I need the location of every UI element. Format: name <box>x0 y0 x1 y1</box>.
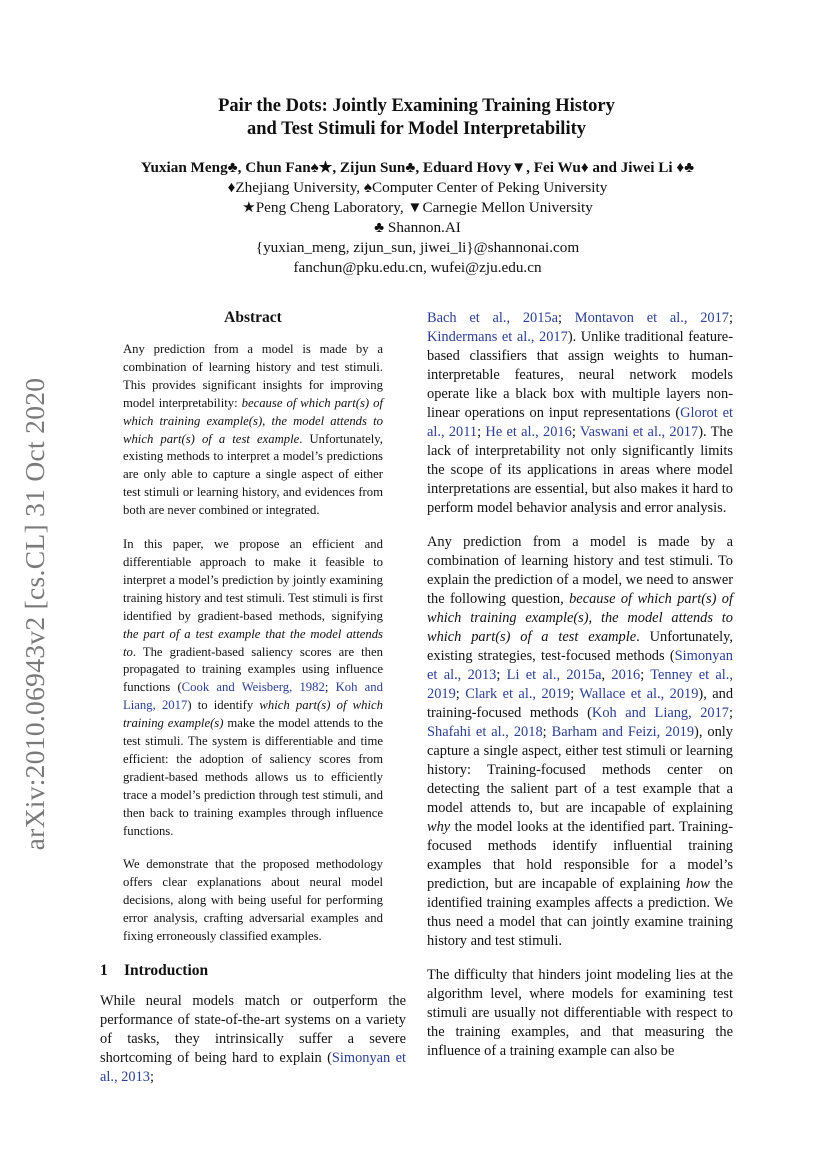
left-column <box>100 309 406 1102</box>
text-run: . The gradient-based saliency scores are then propagated to training examples using influence functions ( <box>123 644 383 695</box>
citation-link[interactable]: Vaswani et al., 2017 <box>579 424 699 440</box>
citation-link[interactable]: Li et al., 2015a <box>506 667 602 683</box>
abstract-paragraph-1 <box>123 341 383 520</box>
citation-link[interactable]: Glorot et al., 2011 <box>427 405 733 440</box>
text-run: ; <box>558 310 575 326</box>
citation-link[interactable]: Shafahi et al., 2018 <box>427 724 543 740</box>
text-run: , <box>601 667 612 683</box>
citation-link[interactable]: Tenney et al., 2019 <box>427 667 733 702</box>
citation-link[interactable]: Wallace et al., 2019 <box>579 686 699 702</box>
author-block <box>90 158 745 278</box>
right-column <box>427 309 733 1076</box>
text-run: ; <box>570 686 580 702</box>
text-run: ). Unlike traditional feature-based classifiers that assign weights to human-interpretable features, neural network models operate like a black box with multiple layers non-linear operations on input representations ( <box>427 329 733 421</box>
text-run: ; <box>729 705 733 721</box>
text-run: Any prediction from a model is made by a combination of learning history and test stimuli. This provides significant insights for improving model interpretability: <box>123 342 383 410</box>
citation-link[interactable]: Koh and Liang, 2017 <box>123 680 383 713</box>
emphasized-text: why <box>427 819 451 835</box>
citation-link[interactable]: Simonyan et al., 2013 <box>100 1050 406 1085</box>
text-run: In this paper, we propose an efficient and differentiable approach to make it feasible to interpret a model’s prediction by jointly examining training history and test stimuli. Test stimuli is first identified by gradient-based methods, signifying <box>123 537 383 623</box>
affiliation-2: ★Peng Cheng Laboratory, ▼Carnegie Mellon University <box>242 199 593 216</box>
text-run: ) to identify <box>187 698 260 713</box>
text-run: ; <box>455 686 466 702</box>
text-run: the model looks at the identified part. Training-focused methods identify influential training examples that hold responsible for a model’s prediction, but are incapable of explaining <box>427 819 733 892</box>
citation-link[interactable]: Barham and Feizi, 2019 <box>551 724 695 740</box>
text-run: ; <box>496 667 507 683</box>
text-run: ). The lack of interpretability not only significantly limits the scope of its applications in areas where model interpretations are essential, but also makes it hard to perform model behavior analysis and error analysis. <box>427 424 733 516</box>
emphasized-text: how <box>685 876 710 892</box>
abstract-heading: Abstract <box>224 309 282 326</box>
emphasized-text: which part(s) of which training example(s) <box>123 698 383 731</box>
citation-link[interactable]: Kindermans et al., 2017 <box>427 329 568 345</box>
abstract-paragraph-2 <box>123 536 383 840</box>
email-line-1: {yuxian_meng, zijun_sun, jiwei_li}@shannonai.com <box>255 239 580 256</box>
right-paragraph-3 <box>427 966 733 1061</box>
section-number: 1 <box>100 962 108 979</box>
text-run: ), and training-focused methods ( <box>427 686 734 721</box>
citation-link[interactable]: Bach et al., 2015a <box>427 310 559 326</box>
text-run: . Unfortunately, existing strategies, test-focused methods ( <box>427 629 733 664</box>
text-run: We demonstrate that the proposed methodology offers clear explanations about neural model decisions, along with being useful for performing error analysis, crafting adversarial examples and fixing erroneously classified examples. <box>123 857 383 944</box>
paper-title <box>100 95 733 141</box>
citation-link[interactable]: 2016 <box>611 667 641 683</box>
email-line-2: fanchun@pku.edu.cn, wufei@zju.edu.cn <box>293 259 542 276</box>
emphasized-text: because of which part(s) of which training example(s), the model attends to which part(s) of a test example <box>123 395 383 446</box>
text-run: ; <box>571 424 580 440</box>
citation-link[interactable]: He et al., 2016 <box>485 424 572 440</box>
text-run: ; <box>542 724 552 740</box>
affiliation-3: ♣ Shannon.AI <box>374 219 461 236</box>
text-run: the identified training examples affects a prediction. We thus need a model that can jointly examine training history and test stimuli. <box>427 876 733 949</box>
text-run: make the model attends to the test stimuli. The system is differentiable and time efficient: the adoption of saliency scores from gradient-based methods allows us to efficiently trace a model’s prediction through test stimuli, and then back to training examples through influence functions. <box>123 716 383 838</box>
text-run: . Unfortunately, existing methods to interpret a model’s predictions are only able to capture a single aspect of either test stimuli or learning history, and evidences from both are never combined or integrated. <box>123 431 383 518</box>
title-line-1: Pair the Dots: Jointly Examining Training History <box>218 96 615 116</box>
text-run: The difficulty that hinders joint modeling lies at the algorithm level, where models for examining test stimuli are usually not differentiable with respect to the training examples, and that measuring the influence of a training example can also be <box>427 967 733 1059</box>
emphasized-text: the part of a test example that the model attends to <box>123 626 383 659</box>
text-run: ; <box>477 424 486 440</box>
citation-link[interactable]: Cook and Weisberg, 1982 <box>181 680 325 695</box>
text-run: Any prediction from a model is made by a combination of learning history and test stimuli. To explain the prediction of a model, we need to answer the following question, <box>427 534 733 607</box>
emphasized-text: because of which part(s) of which training example(s), the model attends to which part(s) of a test example <box>427 591 733 645</box>
text-run: ; <box>640 667 651 683</box>
section-title: Introduction <box>124 962 209 979</box>
right-paragraph-2 <box>427 533 733 951</box>
text-run: While neural models match or outperform the performance of state-of-the-art systems on a variety of tasks, they intrinsically suffer a severe shortcoming of being hard to explain ( <box>100 993 406 1066</box>
intro-paragraph-1 <box>100 992 406 1087</box>
citation-link[interactable]: Koh and Liang, 2017 <box>591 705 729 721</box>
title-line-2: and Test Stimuli for Model Interpretability <box>246 119 587 139</box>
section-heading-introduction <box>100 962 406 980</box>
text-run: ; <box>149 1069 154 1085</box>
citation-link[interactable]: Simonyan et al., 2013 <box>427 648 733 683</box>
abstract-paragraph-3 <box>123 856 383 946</box>
arxiv-side-stamp: arXiv:2010.06943v2 [cs.CL] 31 Oct 2020 <box>19 377 50 851</box>
text-run: ), only capture a single aspect, either test stimuli or learning history: Training-focused methods center on detecting the salient part of a test example that a model attends to, but are incapable of explaining <box>427 724 733 816</box>
right-paragraph-1 <box>427 309 733 518</box>
citation-link[interactable]: Montavon et al., 2017 <box>574 310 729 326</box>
author-names: Yuxian Meng♣, Chun Fan♠★, Zijun Sun♣, Eduard Hovy▼, Fei Wu♦ and Jiwei Li ♦♣ <box>140 159 695 176</box>
affiliation-1: ♦Zhejiang University, ♠Computer Center of Peking University <box>227 179 608 196</box>
citation-link[interactable]: Clark et al., 2019 <box>465 686 571 702</box>
text-run: ; <box>324 680 336 695</box>
text-run: ; <box>729 310 733 326</box>
